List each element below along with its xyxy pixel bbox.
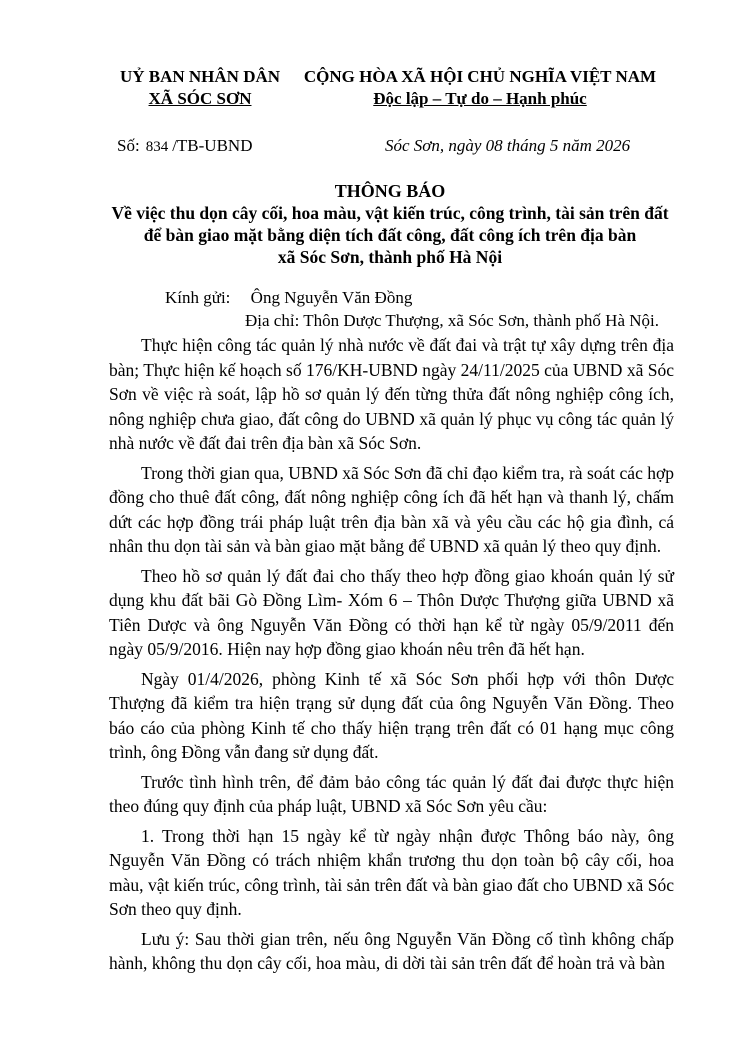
doc-number-value: 834 bbox=[145, 139, 169, 155]
nation-motto: Độc lập – Tự do – Hạnh phúc bbox=[373, 89, 587, 108]
document-number bbox=[117, 136, 252, 156]
title-line-1: Về việc thu dọn cây cối, hoa màu, vật kiến trúc, công trình, tài sản trên đất bbox=[111, 203, 669, 223]
nation-line-1: CỘNG HÒA XÃ HỘI CHỦ NGHĨA VIỆT NAM bbox=[303, 67, 657, 86]
paragraph: Ngày 01/4/2026, phòng Kinh tế xã Sóc Sơn phối hợp với thôn Dược Thượng đã kiểm tra hiện trạng sử dụng đất của ông Nguyễn Văn Đồng. Theo báo cáo của phòng Kinh tế cho thấy hiện trạng trên đất có 01 hạng mục công trình, ông Đồng vẫn đang sử dụng đất. bbox=[109, 668, 674, 762]
document-body bbox=[109, 333, 674, 981]
paragraph: 1. Trong thời hạn 15 ngày kể từ ngày nhận được Thông báo này, ông Nguyễn Văn Đồng có trách nhiệm khẩn trương thu dọn toàn bộ cây cối, hoa màu, vật kiến trúc, công trình, tài sản trên đất và bàn giao đất cho UBND xã Sóc Sơn theo quy định. bbox=[109, 825, 674, 919]
recipient-address: Địa chỉ: Thôn Dược Thượng, xã Sóc Sơn, thành phố Hà Nội. bbox=[245, 311, 660, 330]
recipient-name: Ông Nguyễn Văn Đồng bbox=[250, 288, 413, 307]
title-main: THÔNG BÁO bbox=[334, 181, 446, 201]
recipient-greeting bbox=[165, 286, 412, 310]
national-header bbox=[300, 66, 660, 110]
document-title bbox=[100, 180, 680, 268]
paragraph: Theo hồ sơ quản lý đất đai cho thấy theo hợp đồng giao khoán quản lý sử dụng khu đất bãi Gò Đồng Lìm- Xóm 6 – Thôn Dược Thượng giữa UBND xã Tiên Dược và ông Nguyễn Văn Đồng có thời hạn kể từ ngày 05/9/2011 đến ngày 05/9/2016. Hiện nay hợp đồng giao khoán nêu trên đã hết hạn. bbox=[109, 565, 674, 659]
title-line-3: xã Sóc Sơn, thành phố Hà Nội bbox=[277, 247, 503, 267]
title-line-2: để bàn giao mặt bằng diện tích đất công, đất công ích trên địa bàn bbox=[143, 225, 637, 245]
paragraph: Trong thời gian qua, UBND xã Sóc Sơn đã chỉ đạo kiểm tra, rà soát các hợp đồng cho thuê đất công, đất nông nghiệp công ích đã hết hạn và thanh lý, chấm dứt các hợp đồng trái pháp luật trên địa bàn xã và yêu cầu các hộ gia đình, cá nhân thu dọn tài sản và bàn giao mặt bằng để UBND xã quản lý theo quy định. bbox=[109, 462, 674, 556]
paragraph: Trước tình hình trên, để đảm bảo công tác quản lý đất đai được thực hiện theo đúng quy định của pháp luật, UBND xã Sóc Sơn yêu cầu: bbox=[109, 771, 674, 816]
paragraph: Lưu ý: Sau thời gian trên, nếu ông Nguyễn Văn Đồng cố tình không chấp hành, không thu dọn cây cối, hoa màu, di dời tài sản trên đất để hoàn trả và bàn bbox=[109, 928, 674, 973]
greeting-label: Kính gửi: bbox=[165, 288, 231, 307]
issuing-agency bbox=[105, 66, 295, 110]
agency-line-2: XÃ SÓC SƠN bbox=[148, 89, 252, 108]
paragraph: Thực hiện công tác quản lý nhà nước về đất đai và trật tự xây dựng trên địa bàn; Thực hiện kế hoạch số 176/KH-UBND ngày 24/11/2025 của UBND xã Sóc Sơn về việc rà soát, lập hồ sơ quản lý đến từng thửa đất nông nghiệp công ích, nông nghiệp chưa giao, đất công do UBND xã quản lý phục vụ công tác quản lý nhà nước về đất đai trên địa bàn xã Sóc Sơn. bbox=[109, 335, 674, 453]
doc-number-prefix: Số: bbox=[117, 136, 140, 155]
doc-number-suffix: /TB-UBND bbox=[172, 136, 253, 155]
place-date: Sóc Sơn, ngày 08 tháng 5 năm 2026 bbox=[385, 136, 631, 155]
agency-line-1: UỶ BAN NHÂN DÂN bbox=[119, 67, 281, 86]
